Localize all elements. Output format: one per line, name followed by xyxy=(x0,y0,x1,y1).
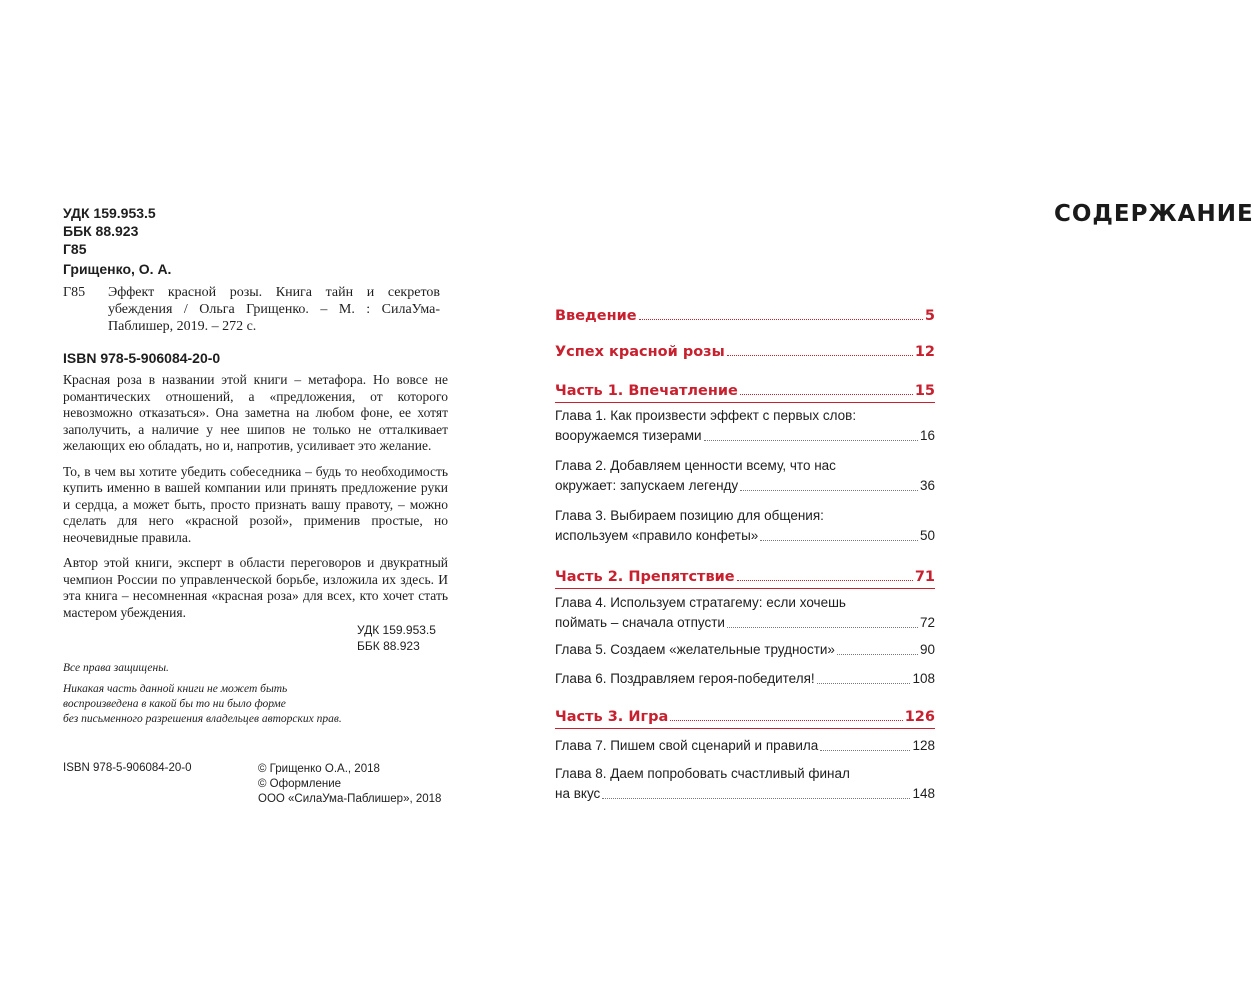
rights-note-line: воспроизведена в какой бы то ни было форме xyxy=(63,698,286,710)
dot-leader xyxy=(817,683,911,684)
chapter-title-line: Глава 7. Пишем свой сценарий и правила xyxy=(555,738,819,753)
chapter-title-line: Глава 8. Даем попробовать счастливый финал xyxy=(555,766,850,781)
annotation xyxy=(63,372,448,630)
toc-chapter-8[interactable] xyxy=(555,764,935,804)
bbk-code-small: ББК 88.923 xyxy=(357,639,420,653)
dot-leader xyxy=(727,355,913,356)
dot-leader xyxy=(837,654,918,655)
toc-part-3[interactable] xyxy=(555,709,935,729)
bib-author-mark: Г85 xyxy=(63,285,86,300)
toc-entry-intro[interactable] xyxy=(555,308,935,324)
toc-entry-label: Введение xyxy=(555,308,637,324)
dot-leader xyxy=(820,750,910,751)
author-mark: Г85 xyxy=(63,241,87,257)
dot-leader xyxy=(602,798,910,799)
chapter-page: 108 xyxy=(912,671,935,686)
toc-part-page: 71 xyxy=(914,569,935,585)
dot-leader xyxy=(670,720,902,721)
chapter-title-line: Глава 4. Используем стратагему: если хочешь xyxy=(555,595,846,610)
classification-codes xyxy=(63,204,156,258)
dot-leader xyxy=(737,580,913,581)
chapter-title-line: Глава 1. Как произвести эффект с первых слов: xyxy=(555,408,857,423)
toc-chapter-6[interactable] xyxy=(555,669,935,689)
dot-leader xyxy=(740,490,918,491)
chapter-title-line: Глава 3. Выбираем позицию для общения: xyxy=(555,508,824,523)
chapter-page: 90 xyxy=(919,642,935,657)
annotation-paragraph: Красная роза в названии этой книги – метафора. Но вовсе не романтических отношений, а «предложения, от которого невозможно отказаться». Она заметна на любом фоне, ее хотят заполучить, а наличие у нее шипов не только не отталкивает желающих ею обладать, но и, напротив, усиливает это желание. xyxy=(63,372,448,453)
chapter-title-line: Глава 2. Добавляем ценности всему, что нас xyxy=(555,458,836,473)
chapter-page: 36 xyxy=(919,478,935,493)
toc-entry-label: Успех красной розы xyxy=(555,344,725,360)
chapter-title-line: Глава 6. Поздравляем героя-победителя! xyxy=(555,671,815,686)
dot-leader xyxy=(760,540,918,541)
toc-chapter-7[interactable] xyxy=(555,736,935,756)
rights-notice xyxy=(63,661,342,727)
udk-code-small: УДК 159.953.5 xyxy=(357,623,436,637)
chapter-page: 148 xyxy=(912,786,935,801)
author-name: Грищенко, О. А. xyxy=(63,261,172,277)
chapter-title-line: Глава 5. Создаем «желательные трудности» xyxy=(555,642,835,657)
chapter-title-line: на вкус xyxy=(555,786,601,801)
toc-title: СОДЕРЖАНИЕ xyxy=(1054,201,1254,227)
toc-part-label: Часть 2. Препятствие xyxy=(555,569,735,585)
copyright-line: © Оформление xyxy=(258,778,342,790)
copyright-line: ООО «СилаУма-Паблишер», 2018 xyxy=(258,793,442,805)
dot-leader xyxy=(704,440,918,441)
toc-chapter-2[interactable] xyxy=(555,456,935,496)
footer-isbn: ISBN 978-5-906084-20-0 xyxy=(63,762,192,774)
chapter-page: 72 xyxy=(919,615,935,630)
toc-entry-success[interactable] xyxy=(555,344,935,360)
udk-code: УДК 159.953.5 xyxy=(63,205,156,221)
chapter-page: 50 xyxy=(919,528,935,543)
rights-title: Все права защищены. xyxy=(63,662,169,674)
rights-note-line: Никакая часть данной книги не может быть xyxy=(63,683,288,695)
chapter-title-line: поймать – сначала отпусти xyxy=(555,615,725,630)
toc-part-label: Часть 3. Игра xyxy=(555,709,669,725)
left-page xyxy=(0,0,500,1000)
toc-chapter-4[interactable] xyxy=(555,593,935,633)
toc-part-page: 15 xyxy=(914,383,935,399)
toc-entry-page: 12 xyxy=(914,344,935,360)
classification-codes-small xyxy=(357,622,436,654)
toc-part-page: 126 xyxy=(904,709,935,725)
chapter-title-line: вооружаемся тизерами xyxy=(555,428,702,443)
dot-leader xyxy=(639,319,923,320)
bibliographic-record xyxy=(63,284,440,335)
toc-part-2[interactable] xyxy=(555,569,935,589)
dot-leader xyxy=(727,627,918,628)
chapter-title-line: используем «правило конфеты» xyxy=(555,528,759,543)
toc-chapter-1[interactable] xyxy=(555,406,935,446)
isbn-main: ISBN 978-5-906084-20-0 xyxy=(63,350,221,366)
chapter-title-line: окружает: запускаем легенду xyxy=(555,478,739,493)
rights-note-line: без письменного разрешения владельцев авторских прав. xyxy=(63,713,342,725)
toc-chapter-3[interactable] xyxy=(555,506,935,546)
dot-leader xyxy=(740,394,913,395)
right-page xyxy=(500,0,1254,1000)
bib-description: Эффект красной розы. Книга тайн и секретов убеждения / Ольга Грищенко. – М. : СилаУма-Паблишер, 2019. – 272 с. xyxy=(108,285,440,334)
copyright-line: © Грищенко О.А., 2018 xyxy=(258,763,380,775)
toc-part-1[interactable] xyxy=(555,383,935,403)
toc-entry-page: 5 xyxy=(924,308,935,324)
toc-part-label: Часть 1. Впечатление xyxy=(555,383,738,399)
chapter-page: 128 xyxy=(912,738,935,753)
chapter-page: 16 xyxy=(919,428,935,443)
annotation-paragraph: То, в чем вы хотите убедить собеседника – будь то необходимость купить именно в вашей компании или принять предложение руки и сердца, а может быть, просто признать вашу правоту, – можно сделать для него «красной розой», применив простые, но неочевидные правила. xyxy=(63,463,448,545)
annotation-paragraph: Автор этой книги, эксперт в области переговоров и двукратный чемпион России по управленческой борьбе, изложила их здесь. И эта книга – несомненная «красная роза» для всех, кто хочет стать мастером убеждения. xyxy=(63,555,448,620)
toc-chapter-5[interactable] xyxy=(555,640,935,660)
bbk-code: ББК 88.923 xyxy=(63,223,139,239)
copyright xyxy=(258,762,441,807)
